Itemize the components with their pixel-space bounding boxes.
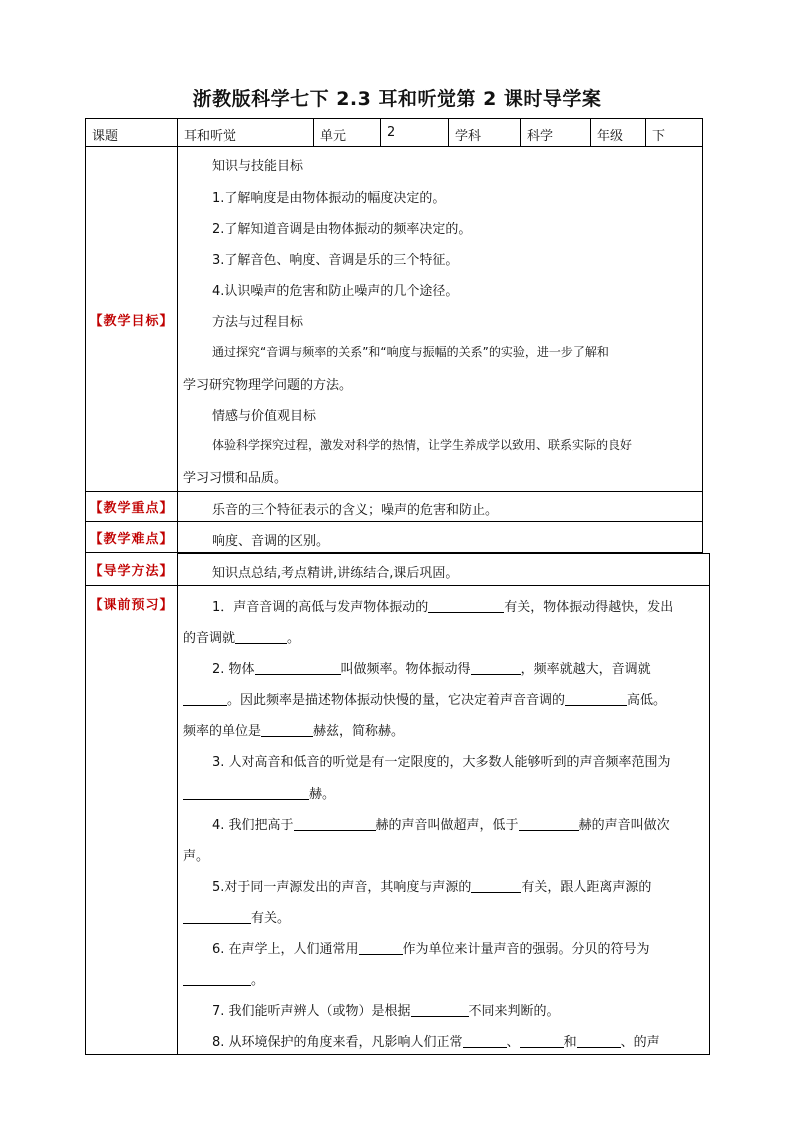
question-2-cont: 。因此频率是描述物体振动快慢的量，它决定着声音音调的 高低。 [177, 689, 709, 708]
method-label: 【导学方法】 [85, 553, 178, 586]
subject-label: 学科 [449, 119, 521, 146]
question-8: 8. 从环境保护的角度来看，凡影响人们正常 、 和 、的声 [212, 1035, 660, 1050]
goals-line: 1.了解响度是由物体振动的幅度决定的。 [212, 191, 446, 206]
goals-line: 2.了解知道音调是由物体振动的频率决定的。 [212, 222, 472, 237]
answer-blank[interactable] [471, 662, 521, 675]
method-content [177, 553, 710, 586]
goals-line: 知识与技能目标 [212, 159, 304, 174]
question-2-cont: 频率的单位是 赫兹，简称赫。 [183, 724, 405, 739]
goals-line: 3.了解音色、响度、音调是乐的三个特征。 [212, 253, 459, 268]
question-6-cont: 。 [177, 969, 709, 988]
goals-line: 体验科学探究过程，激发对科学的热情，让学生养成学以致用、联系实际的良好 [212, 438, 633, 452]
unit-value: 2 [381, 119, 449, 146]
goals-line: 情感与价值观目标 [212, 409, 317, 424]
difficult-text: 响度、音调的区别。 [212, 534, 330, 549]
question-1-cont: 的音调就 。 [183, 631, 301, 646]
key-content [177, 492, 703, 522]
unit-label: 单元 [314, 119, 381, 146]
subject-value: 科学 [521, 119, 591, 146]
question-6: 6. 在声学上，人们通常用 作为单位来计量声音的强弱。分贝的符号为 [212, 942, 650, 957]
goals-label: 【教学目标】 [85, 147, 178, 492]
question-5: 5.对于同一声源发出的声音，其响度与声源的 有关，跟人距离声源的 [212, 880, 652, 895]
answer-blank[interactable] [261, 724, 313, 737]
preview-content [177, 586, 710, 1055]
preview-label: 【课前预习】 [85, 586, 178, 1055]
answer-blank[interactable] [471, 880, 521, 893]
answer-blank[interactable] [411, 1004, 469, 1017]
question-7: 7. 我们能听声辨人（或物）是根据 不同来判断的。 [212, 1004, 560, 1019]
answer-blank[interactable] [520, 1035, 564, 1048]
answer-blank[interactable] [577, 1035, 621, 1048]
answer-blank[interactable] [359, 942, 403, 955]
method-text: 知识点总结,考点精讲,讲练结合,课后巩固。 [212, 566, 459, 581]
question-3-cont: 赫。 [177, 783, 709, 802]
difficult-label: 【教学难点】 [85, 522, 178, 553]
page-title: 浙教版科学七下 2.3 耳和听觉第 2 课时导学案 [192, 88, 602, 110]
goals-line: 方法与过程目标 [212, 315, 304, 330]
header-row [85, 118, 703, 147]
key-text: 乐音的三个特征表示的含义；噪声的危害和防止。 [212, 503, 499, 518]
question-4: 4. 我们把高于 赫的声音叫做超声，低于 赫的声音叫做次 [212, 818, 670, 833]
answer-blank[interactable] [294, 818, 376, 831]
goals-line: 学习研究物理学问题的方法。 [183, 378, 353, 393]
answer-blank[interactable] [183, 911, 251, 924]
answer-blank[interactable] [183, 787, 309, 800]
question-3: 3. 人对高音和低音的听觉是有一定限度的，大多数人能够听到的声音频率范围为 [212, 755, 671, 770]
answer-blank[interactable] [255, 662, 341, 675]
answer-blank[interactable] [463, 1035, 507, 1048]
difficult-content [177, 522, 703, 553]
answer-blank[interactable] [428, 600, 504, 613]
grade-label: 年级 [591, 119, 646, 146]
goals-line: 学习习惯和品质。 [183, 471, 288, 486]
answer-blank[interactable] [235, 631, 287, 644]
answer-blank[interactable] [183, 973, 251, 986]
goals-line: 4.认识噪声的危害和防止噪声的几个途径。 [212, 284, 459, 299]
answer-blank[interactable] [519, 818, 579, 831]
answer-blank[interactable] [565, 693, 627, 706]
answer-blank[interactable] [183, 693, 227, 706]
question-4-cont: 声。 [183, 849, 210, 864]
question-2: 2. 物体 叫做频率。物体振动得 ，频率就越大，音调就 [212, 662, 651, 677]
key-label: 【教学重点】 [85, 492, 178, 522]
goals-content [177, 147, 703, 492]
question-5-cont: 有关。 [177, 907, 709, 926]
topic-label: 课题 [86, 119, 178, 146]
goals-line: 通过探究“音调与频率的关系”和“响度与振幅的关系”的实验，进一步了解和 [212, 345, 609, 359]
question-1: 1．声音音调的高低与发声物体振动的 有关，物体振动得越快，发出 [212, 600, 674, 615]
topic-value: 耳和听觉 [178, 119, 314, 146]
grade-value: 下 [652, 129, 666, 144]
